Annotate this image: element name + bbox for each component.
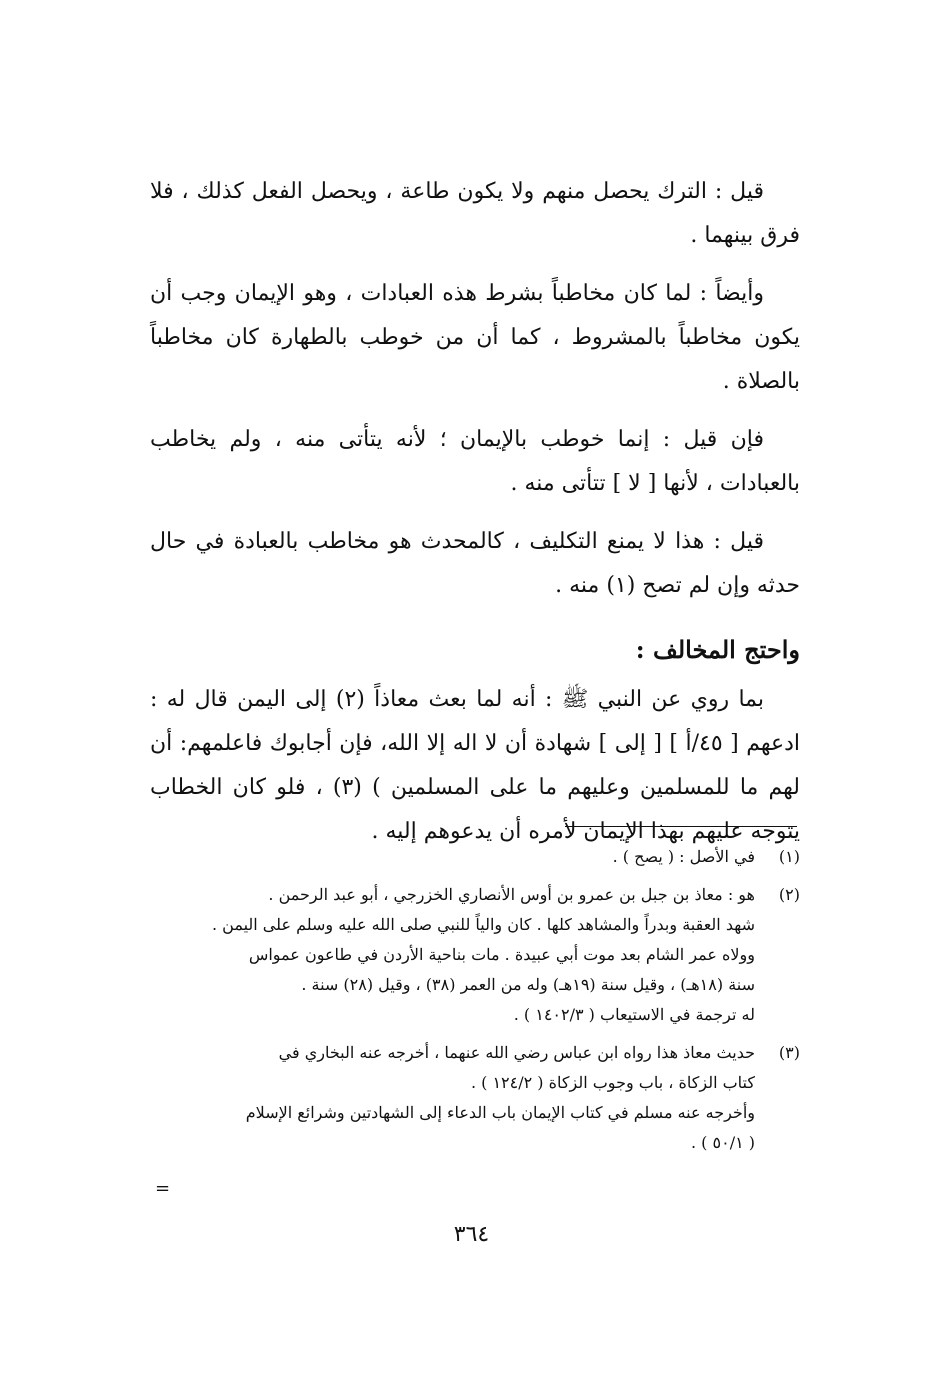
footnote-line: كتاب الزكاة ، باب وجوب الزكاة ( ١٢٤/٢ ) . — [470, 1073, 755, 1092]
paragraph-4: قيل : هذا لا يمنع التكليف ، كالمحدث هو مخاطب بالعبادة في حال حدثه وإن لم تصح (١) منه . — [150, 529, 800, 598]
footnote-text — [150, 1038, 755, 1158]
footnote-1 — [150, 842, 800, 872]
footnote-line: هو : معاذ بن جبل بن عمرو بن أوس الأنصاري الخزرجي ، أبو عبد الرحمن . — [268, 885, 755, 904]
footnote-line: وولاه عمر الشام بعد موت أبي عبيدة . مات بناحية الأردن في طاعون عمواس — [248, 945, 755, 964]
footnote-number: (١) — [778, 847, 800, 866]
footnote-2 — [150, 880, 800, 1030]
footnote-line: له ترجمة في الاستيعاب ( ١٤٠٢/٣ ) . — [513, 1005, 755, 1024]
footnote-line: وأخرجه عنه مسلم في كتاب الإيمان باب الدعاء إلى الشهادتين وشرائع الإسلام — [245, 1103, 755, 1122]
paragraph-1: قيل : الترك يحصل منهم ولا يكون طاعة ، ويحصل الفعل كذلك ، فلا فرق بينهما . — [150, 179, 800, 248]
footnote-divider — [565, 826, 797, 827]
page-number: ٣٦٤ — [453, 1222, 490, 1247]
footnote-number: (٢) — [778, 885, 800, 904]
main-text — [150, 170, 800, 868]
footnote-line: ( ٥٠/١ ) . — [691, 1133, 755, 1152]
footnote-line: حديث معاذ هذا رواه ابن عباس رضي الله عنهما ، أخرجه عنه البخاري في — [278, 1043, 755, 1062]
footnote-3 — [150, 1038, 800, 1158]
section-heading: واحتج المخالف : — [635, 635, 800, 664]
paragraph-3: فإن قيل : إنما خوطب بالإيمان ؛ لأنه يتأتى منه ، ولم يخاطب بالعبادات ، لأنها [ لا ] تتأتى منه . — [150, 427, 800, 496]
footnote-text — [150, 842, 755, 872]
paragraph-5: بما روي عن النبي ﷺ : أنه لما بعث معاذاً (٢) إلى اليمن قال له : ادعهم [ ٤٥/أ ] [ إلى ] شهادة أن لا اله إلا الله، فإن أجابوك فاعلمهم: أن لهم ما للمسلمين وعليهم ما على المسلمين ) (٣) ، فلو كان الخطاب يتوجه عليهم بهذا الإيمان لأمره أن يدعوهم إليه . — [150, 687, 801, 844]
footnote-number: (٣) — [778, 1043, 800, 1062]
continuation-marker: = — [155, 1178, 171, 1199]
paragraph-2: وأيضاً : لما كان مخاطباً بشرط هذه العبادات ، وهو الإيمان وجب أن يكون مخاطباً بالمشروط ، كما أن من خوطب بالطهارة كان مخاطباً بالصلاة . — [150, 281, 800, 394]
footnotes — [150, 842, 800, 1166]
footnote-line: شهد العقبة وبدراً والمشاهد كلها . كان والياً للنبي صلى الله عليه وسلم على اليمن . — [211, 915, 755, 934]
footnote-text — [150, 880, 755, 1030]
footnote-line: سنة (١٨هـ) ، وقيل سنة (١٩هـ) وله من العمر (٣٨) ، وقيل (٢٨) سنة . — [301, 975, 755, 994]
footnote-line: في الأصل : ( يصح ) . — [612, 847, 755, 866]
